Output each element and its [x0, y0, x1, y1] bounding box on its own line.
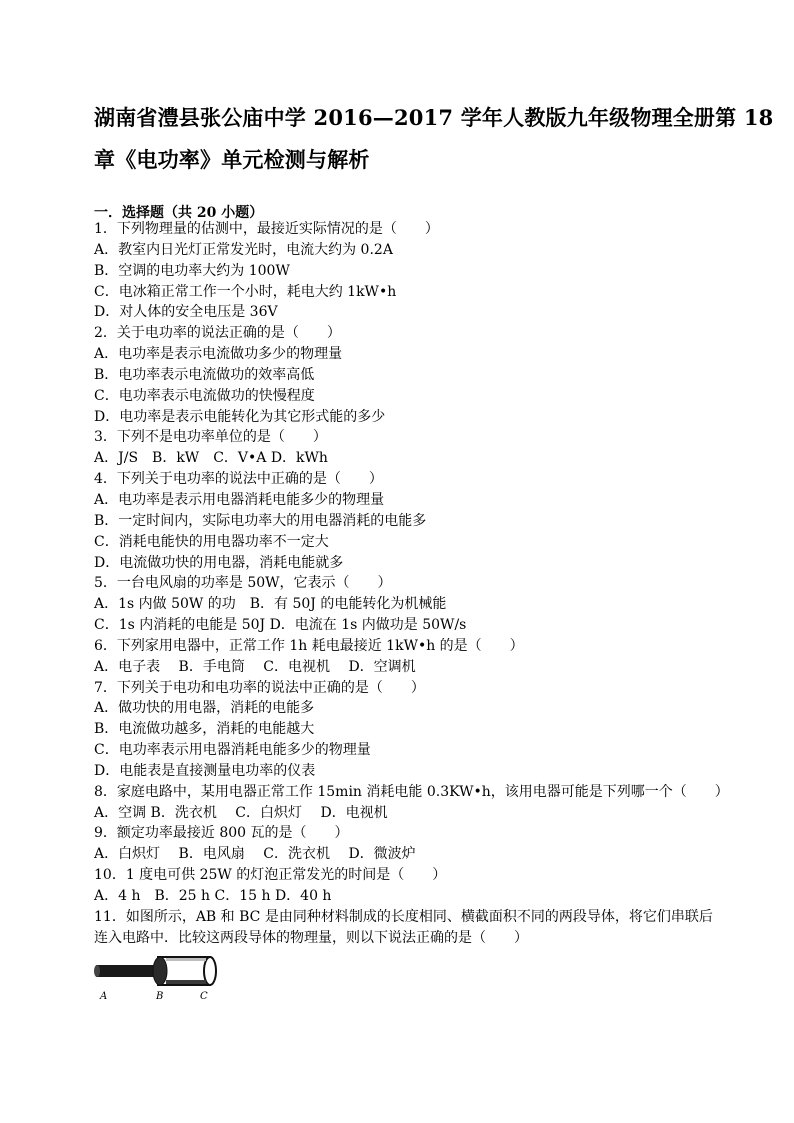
conductor-ab-end [94, 965, 100, 977]
question-line: 4．下列关于电功率的说法中正确的是（ ） [94, 471, 383, 488]
question-line: A．1s 内做 50W 的功 B．有 50J 的电能转化为机械能 [94, 596, 447, 613]
figure-label-b: B [156, 991, 164, 1002]
question-line: 11．如图所示，AB 和 BC 是由同种材料制成的长度相同、横截面积不同的两段导体，将它们串联后 [94, 908, 713, 925]
question-line: D．电功率是表示电能转化为其它形式能的多少 [94, 408, 386, 425]
question-line: B．电功率表示电流做功的效率高低 [94, 366, 315, 383]
question-line: B．电流做功越多，消耗的电能越大 [94, 721, 315, 738]
question-line: A．电子表 B．手电筒 C．电视机 D．空调机 [94, 658, 416, 675]
question-line: A．4 h B．25 h C．15 h D．40 h [94, 888, 332, 904]
question-line: 9．额定功率最接近 800 瓦的是（ ） [94, 825, 349, 842]
question-line: C．消耗电能快的用电器功率不一定大 [94, 533, 329, 550]
question-line: 2．关于电功率的说法正确的是（ ） [94, 325, 341, 342]
question-line: 7．下列关于电功和电功率的说法中正确的是（ ） [94, 679, 425, 696]
question-line: 8．家庭电路中，某用电器正常工作 15min 消耗电能 0.3KW•h，该用电器可能是下列哪一个（ ） [94, 783, 729, 800]
question-line: C．1s 内消耗的电能是 50J D．电流在 1s 内做功是 50W/s [94, 617, 467, 634]
question-line: C．电功率表示电流做功的快慢程度 [94, 387, 315, 404]
figure-label-c: C [200, 991, 208, 1002]
question-line: A．白炽灯 B．电风扇 C．洗衣机 D．微波炉 [94, 846, 416, 863]
figure-label-a: A [100, 991, 108, 1002]
conductor-diagram [92, 954, 222, 990]
conductor-bc-highlight [166, 958, 206, 961]
question-line: 3．下列不是电功率单位的是（ ） [94, 429, 327, 446]
question-line: 连入电路中．比较这两段导体的物理量，则以下说法正确的是（ ） [94, 929, 528, 946]
question-line: D．电流做功快的用电器，消耗电能就多 [94, 554, 344, 571]
question-line: 5．一台电风扇的功率是 50W，它表示（ ） [94, 575, 392, 592]
question-line: A．电功率是表示电流做功多少的物理量 [94, 346, 343, 363]
document-title-line-1: 湖南省澧县张公庙中学 2016—2017 学年人教版九年级物理全册第 18 [94, 105, 774, 130]
conductor-figure [92, 954, 222, 1012]
question-line: A．教室内日光灯正常发光时，电流大约为 0.2A [94, 241, 393, 258]
question-line: D．电能表是直接测量电功率的仪表 [94, 762, 316, 779]
question-line: A．电功率是表示用电器消耗电能多少的物理量 [94, 491, 385, 508]
question-line: A．空调 B．洗衣机 C．白炽灯 D．电视机 [94, 804, 388, 821]
question-line: A．J/S B．kW C．V•A D．kWh [94, 450, 328, 467]
conductor-bc-left-end [153, 957, 167, 985]
section-heading: 一．选择题（共 20 小题） [94, 205, 264, 221]
question-line: C．电功率表示用电器消耗电能多少的物理量 [94, 742, 371, 759]
document-title-line-2: 章《电功率》单元检测与解析 [94, 147, 370, 172]
conductor-bc-shadow [166, 980, 206, 984]
question-line: 10．1 度电可供 25W 的灯泡正常发光的时间是（ ） [94, 867, 447, 884]
question-line: B．一定时间内，实际电功率大的用电器消耗的电能多 [94, 512, 427, 529]
question-line: C．电冰箱正常工作一个小时，耗电大约 1kW•h [94, 283, 397, 300]
question-line: B．空调的电功率大约为 100W [94, 262, 290, 279]
conductor-ab [96, 965, 158, 977]
question-list [94, 219, 729, 949]
question-line: 1．下列物理量的估测中，最接近实际情况的是（ ） [94, 221, 439, 237]
question-line: A．做功快的用电器，消耗的电能多 [94, 700, 315, 717]
question-line: 6．下列家用电器中，正常工作 1h 耗电最接近 1kW•h 的是（ ） [94, 637, 524, 654]
question-line: D．对人体的安全电压是 36V [94, 304, 278, 321]
